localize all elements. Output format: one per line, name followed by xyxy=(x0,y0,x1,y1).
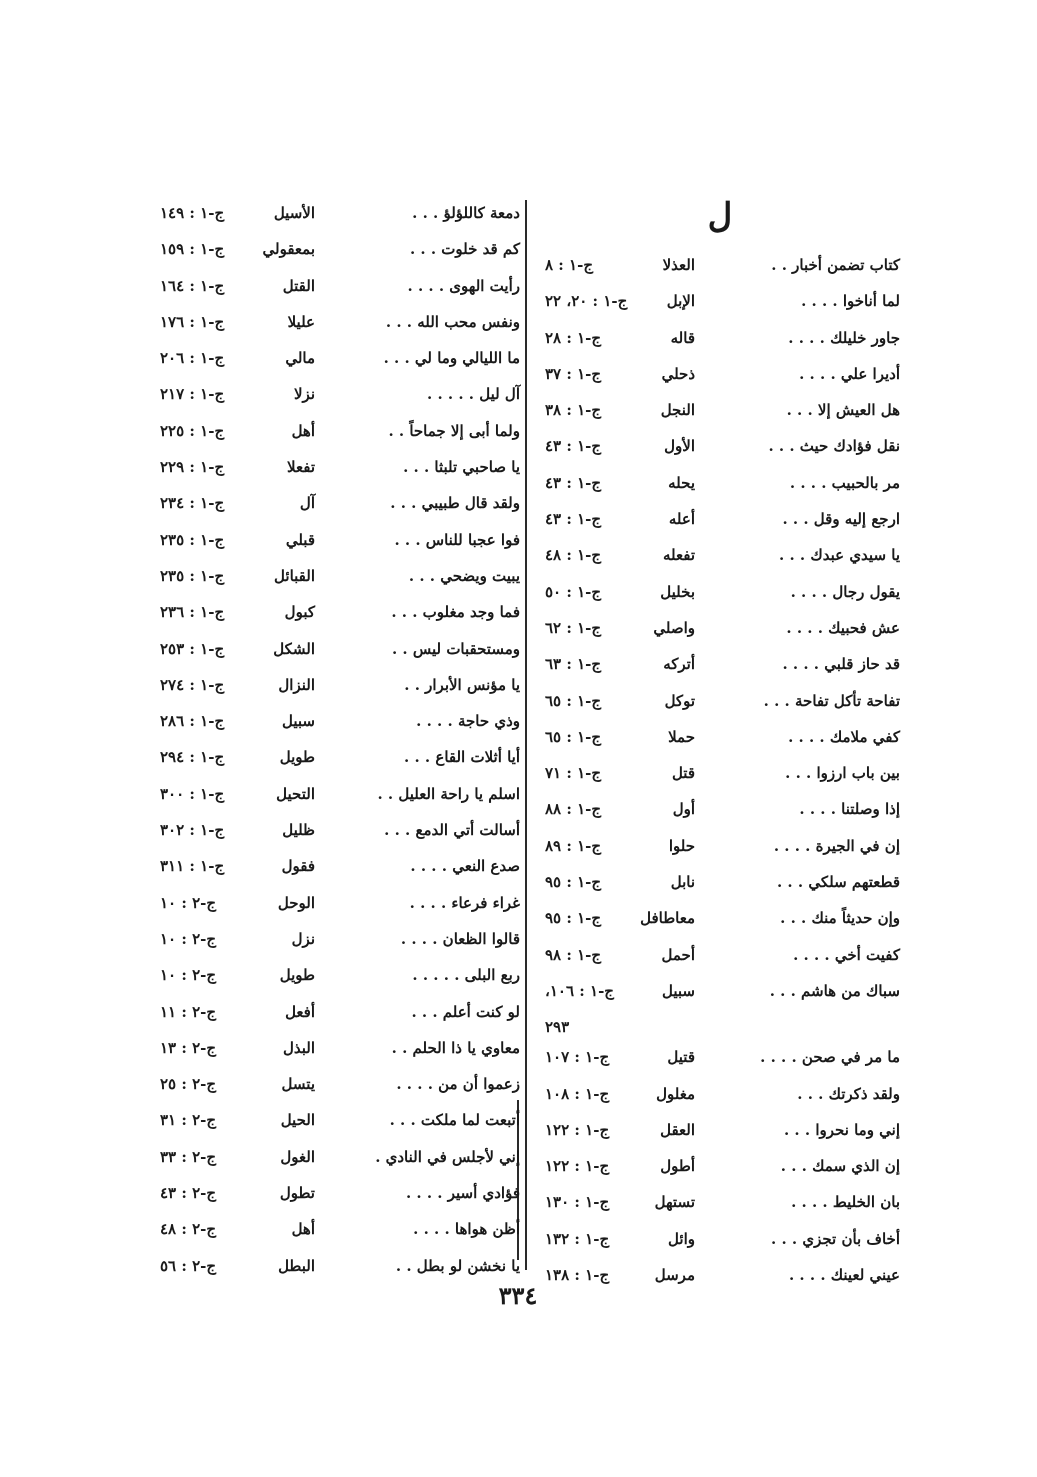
verse-opening: ولقد ذكرتك . . . xyxy=(797,1084,900,1103)
rhyme-word: مالي xyxy=(285,349,315,368)
verse-opening: فما وجد مغلوب . . . xyxy=(391,603,520,622)
index-entry xyxy=(545,429,900,465)
verse-opening: عش فحبيك . . . . xyxy=(786,618,900,637)
index-entry xyxy=(160,958,520,994)
rhyme-word: العذلا xyxy=(662,256,695,274)
rhyme-word: ذحلي xyxy=(661,364,695,383)
verse-opening: يبيت ويضحي . . . xyxy=(408,566,520,585)
verse-opening: يا مؤنس الأبرار . . xyxy=(404,675,520,694)
verse-opening: عيني لعينك . . . . xyxy=(788,1266,900,1285)
index-entry xyxy=(545,466,900,502)
volume-page-reference: ج-٢ : ٤٨ xyxy=(160,1220,217,1239)
index-entry xyxy=(160,232,520,268)
volume-page-reference: ج-٢ : ٣١ xyxy=(160,1111,217,1130)
verse-opening: قالوا الظعان . . . . xyxy=(400,929,520,948)
volume-page-reference: ج-١ : ٦٣ xyxy=(545,655,602,674)
index-entry xyxy=(545,1113,900,1149)
index-entry xyxy=(545,393,900,429)
index-entry xyxy=(545,1040,900,1076)
rhyme-word: قتيل xyxy=(667,1048,695,1067)
index-entry xyxy=(160,1249,520,1285)
index-entry xyxy=(545,1222,900,1258)
index-entry xyxy=(545,974,900,1010)
verse-opening: كفي ملامك . . . . xyxy=(788,727,900,746)
rhyme-word: الشكل xyxy=(273,639,315,658)
rhyme-word: معاطافل xyxy=(640,909,695,928)
rhyme-word: أعله xyxy=(668,510,695,529)
volume-page-reference: ج-١ : ١٢٢ xyxy=(545,1157,610,1176)
rhyme-word: تفعله xyxy=(662,546,695,565)
index-entry xyxy=(160,559,520,595)
volume-page-reference: ج-١ : ٢٣٦ xyxy=(160,603,225,622)
rhyme-word: وائل xyxy=(668,1229,695,1248)
index-entry xyxy=(545,1149,900,1185)
rhyme-word: أحمل xyxy=(661,945,695,964)
volume-page-reference: ج-١ : ٢٣٤ xyxy=(160,494,225,513)
verse-opening: يا نخشن لو بطل . . xyxy=(395,1256,520,1275)
rhyme-word: تفعلا xyxy=(287,458,315,477)
index-entry xyxy=(160,995,520,1031)
volume-page-reference: ٢٩٣ xyxy=(545,1018,570,1037)
index-entry xyxy=(545,248,900,284)
verse-opening: فوا عجبا للناس . . . xyxy=(394,530,520,549)
volume-page-reference: ج-٢ : ١١ xyxy=(160,1002,217,1021)
verse-opening: تفاحة تأكل تفاحة . . . xyxy=(763,691,900,710)
index-entry xyxy=(545,357,900,393)
index-entry xyxy=(545,684,900,720)
index-entry xyxy=(545,1010,900,1040)
verse-opening: إني لأجلس في النادي . xyxy=(375,1147,520,1166)
volume-page-reference: ج-١ : ٢٨ xyxy=(545,328,602,347)
rhyme-word: نزلا xyxy=(293,385,315,404)
index-entry xyxy=(160,269,520,305)
verse-opening: ولقد قال طبيبي . . . xyxy=(390,494,520,513)
index-entry xyxy=(160,777,520,813)
volume-page-reference: ج-٢ : ٤٣ xyxy=(160,1184,217,1203)
rhyme-word: آل xyxy=(299,494,315,513)
volume-page-reference: ج-١ : ٤٨ xyxy=(545,546,602,565)
index-entry xyxy=(160,849,520,885)
rhyme-word: النجل xyxy=(660,401,695,420)
rhyme-word: البطل xyxy=(278,1256,315,1275)
section-letter-heading: ل xyxy=(707,196,733,236)
index-entry xyxy=(160,668,520,704)
index-entry xyxy=(545,938,900,974)
verse-opening: وذي حاجة . . . . xyxy=(416,712,520,731)
rhyme-word: بخليل xyxy=(660,582,695,601)
rhyme-word: النزال xyxy=(278,675,315,694)
volume-page-reference: ج-١ : ٥٠ xyxy=(545,582,602,601)
verse-opening: وإن حديثاً منك . . . xyxy=(780,909,900,928)
rhyme-word: الحيل xyxy=(280,1111,315,1130)
index-entry xyxy=(545,575,900,611)
index-column-left xyxy=(160,196,520,1285)
volume-page-reference: ج-١ : ١٦٤ xyxy=(160,276,225,295)
volume-page-reference: ج-١ : ٢٣٥ xyxy=(160,530,225,549)
volume-page-reference: ج-١ : ٢٣٥ xyxy=(160,566,225,585)
rhyme-word: بمعقولي xyxy=(262,240,315,259)
rhyme-word: يحله xyxy=(668,473,695,492)
verse-opening: إذا وصلتنا . . . . xyxy=(799,800,900,819)
index-entry xyxy=(545,865,900,901)
index-entry xyxy=(545,1185,900,1221)
volume-page-reference: ج-١ : ٣٠٢ xyxy=(160,821,225,840)
volume-page-reference: ج-١ : ١٢٢ xyxy=(545,1120,610,1139)
index-entry xyxy=(160,450,520,486)
rhyme-word: طويل xyxy=(279,966,315,985)
volume-page-reference: ج-١ : ٢١٧ xyxy=(160,385,225,404)
volume-page-reference: ج-١ : ١٧٦ xyxy=(160,312,225,331)
index-entry xyxy=(160,196,520,232)
rhyme-word: فقول xyxy=(281,857,315,876)
volume-page-reference: ج-١ : ٢٧٤ xyxy=(160,675,225,694)
volume-page-reference: ج-٢ : ٣٣ xyxy=(160,1147,217,1166)
index-entry xyxy=(545,538,900,574)
volume-page-reference: ج-١ : ١٣٨ xyxy=(545,1266,610,1285)
index-entry xyxy=(545,1258,900,1294)
verse-opening: بان الخليط . . . . xyxy=(791,1193,900,1212)
rhyme-word: القتل xyxy=(282,276,315,295)
verse-opening: هل العيش إلا . . . xyxy=(786,401,900,420)
volume-page-reference: ج-١ : ١٠٧ xyxy=(545,1048,610,1067)
rhyme-word: مرسل xyxy=(654,1266,695,1285)
verse-opening: نقل فؤادك حيث . . . xyxy=(768,437,900,456)
verse-opening: آل ليل . . . . . xyxy=(427,385,520,404)
index-entry xyxy=(160,1212,520,1248)
index-entry xyxy=(545,901,900,937)
rhyme-word: سبيل xyxy=(662,981,695,1000)
rhyme-word: قتل xyxy=(671,764,695,783)
volume-page-reference: ج-١ : ١٠٦، xyxy=(545,981,614,1000)
volume-page-reference: ج-١ : ٤٣ xyxy=(545,473,602,492)
verse-opening: ونفس محب الله . . . xyxy=(385,312,520,331)
verse-opening: ومستحقبات ليس . . xyxy=(391,639,520,658)
index-entry xyxy=(160,341,520,377)
volume-page-reference: ج-١ : ٣١١ xyxy=(160,857,225,876)
volume-page-reference: ج-١ : ١٠٨ xyxy=(545,1084,610,1103)
verse-opening: أسالت أتي الدمع . . . xyxy=(384,821,520,840)
volume-page-reference: ج-١ : ٢٢٩ xyxy=(160,458,225,477)
rhyme-word: سبيل xyxy=(282,712,315,731)
rhyme-word: نابل xyxy=(670,873,695,892)
index-entry xyxy=(160,632,520,668)
verse-opening: سباك من هاشم . . . xyxy=(769,981,900,1000)
volume-page-reference: ج-١ : ١٣٠ xyxy=(545,1193,610,1212)
verse-opening: يا صاحبي تلبثا . . . xyxy=(403,458,520,477)
verse-opening: صدع النعي . . . . xyxy=(410,857,520,876)
verse-opening: إني وما نحروا . . . xyxy=(783,1120,900,1139)
verse-opening: ربع البلى . . . . . xyxy=(412,966,520,985)
page-number: ٣٣٤ xyxy=(498,1281,538,1310)
rhyme-word: الأول xyxy=(664,437,695,456)
rhyme-word: أتركه xyxy=(663,655,695,674)
rhyme-word: الأسيل xyxy=(273,204,315,222)
verse-opening: كتاب تضمن أخبار . . xyxy=(771,256,900,274)
rhyme-word: أهل xyxy=(291,421,315,440)
verse-opening: لما أناخوا . . . . xyxy=(801,292,900,311)
index-entry xyxy=(160,414,520,450)
index-entry xyxy=(545,1077,900,1113)
rhyme-word: نزل xyxy=(291,929,315,948)
volume-page-reference: ج-١ : ٩٨ xyxy=(545,945,602,964)
volume-page-reference: ج-١ : ٣٠٠ xyxy=(160,784,225,803)
volume-page-reference: ج-١ : ٢٨٦ xyxy=(160,712,225,731)
rhyme-word: طويل xyxy=(279,748,315,767)
rhyme-word: أفعل xyxy=(285,1002,315,1021)
verse-opening: مر بالحبيب . . . . xyxy=(789,473,900,492)
verse-opening: أتبعت لما ملكت . . . xyxy=(389,1111,520,1130)
rhyme-word: أطول xyxy=(660,1157,695,1176)
volume-page-reference: ج-١ : ٦٥ xyxy=(545,727,602,746)
verse-opening: إن الذي سمك . . . xyxy=(780,1157,900,1176)
volume-page-reference: ج-١ : ١٤٩ xyxy=(160,204,225,222)
rhyme-word: تستهل xyxy=(654,1193,695,1212)
rhyme-word: ظليل xyxy=(282,821,315,840)
rhyme-word: مغلول xyxy=(656,1084,695,1103)
rhyme-word: كبول xyxy=(284,603,315,622)
verse-opening: اسلم يا راحة العليل . . xyxy=(377,784,520,803)
volume-page-reference: ج-١ : ١٣٢ xyxy=(545,1229,610,1248)
index-entry xyxy=(160,922,520,958)
index-entry xyxy=(545,829,900,865)
volume-page-reference: ج-١ : ٣٨ xyxy=(545,401,602,420)
volume-page-reference: ج-١ : ٦٥ xyxy=(545,691,602,710)
rhyme-word: حلوا xyxy=(668,836,695,855)
verse-opening: غراء فرعاء . . . . xyxy=(409,893,520,912)
rhyme-word: أول xyxy=(672,800,695,819)
rhyme-word: التحيل xyxy=(276,784,315,803)
index-entry xyxy=(545,502,900,538)
index-column-right xyxy=(545,248,900,1294)
verse-opening: فؤادي أسير . . . . xyxy=(405,1184,520,1203)
index-entry xyxy=(160,1140,520,1176)
index-entry xyxy=(160,704,520,740)
index-entry xyxy=(545,321,900,357)
verse-opening: يقول رجال . . . . xyxy=(790,582,900,601)
column-divider xyxy=(525,200,527,1270)
rhyme-word: توكل xyxy=(664,691,695,710)
volume-page-reference: ج-١ : ٢٠٦ xyxy=(160,349,225,368)
index-entry xyxy=(545,611,900,647)
verse-opening: أظن هواها . . . . xyxy=(413,1220,520,1239)
verse-opening: رأيت الهوى . . . . xyxy=(407,276,520,295)
volume-page-reference: ج-١ : ٢٢٥ xyxy=(160,421,225,440)
index-entry xyxy=(160,486,520,522)
index-entry xyxy=(160,1176,520,1212)
volume-page-reference: ج-١ : ٨٨ xyxy=(545,800,602,819)
volume-page-reference: ج-٢ : ١٠ xyxy=(160,893,217,912)
index-entry xyxy=(160,595,520,631)
verse-opening: أخاف بأن تجزي . . . xyxy=(771,1229,900,1248)
volume-page-reference: ج-١ : ٢٩٤ xyxy=(160,748,225,767)
index-entry xyxy=(160,740,520,776)
volume-page-reference: ج-١ : ٤٣ xyxy=(545,437,602,456)
volume-page-reference: ج-١ : ٨ xyxy=(545,256,594,274)
rhyme-word: قاله xyxy=(670,328,695,347)
volume-page-reference: ج-١ : ٢٠، ٢٢ xyxy=(545,292,628,311)
verse-opening: أديرا علي . . . . xyxy=(799,364,900,383)
index-entry xyxy=(545,647,900,683)
index-entry xyxy=(160,523,520,559)
index-entry xyxy=(160,1067,520,1103)
index-entry xyxy=(160,813,520,849)
rhyme-word: الإبل xyxy=(666,292,695,311)
index-entry xyxy=(160,1031,520,1067)
rhyme-word: واصلي xyxy=(653,618,695,637)
rhyme-word: عليلا xyxy=(287,312,315,331)
rhyme-word: العقل xyxy=(660,1120,695,1139)
index-entry xyxy=(160,305,520,341)
volume-page-reference: ج-١ : ٧١ xyxy=(545,764,602,783)
verse-opening: قطعتهم سلكي . . . xyxy=(776,873,900,892)
volume-page-reference: ج-٢ : ١٠ xyxy=(160,966,217,985)
verse-opening: دمعة كاللؤلؤ . . . xyxy=(412,204,520,222)
rhyme-word: البذل xyxy=(282,1038,315,1057)
volume-page-reference: ج-١ : ٢٥٣ xyxy=(160,639,225,658)
verse-opening: إن في الجيرة . . . . xyxy=(773,836,900,855)
volume-page-reference: ج-١ : ٤٣ xyxy=(545,510,602,529)
verse-opening: جاور خليلك . . . . xyxy=(788,328,900,347)
index-entry xyxy=(545,756,900,792)
verse-opening: بين باب ارزوا . . . xyxy=(785,764,900,783)
rhyme-word: تطول xyxy=(279,1184,315,1203)
rhyme-word: الغول xyxy=(280,1147,315,1166)
index-entry xyxy=(545,284,900,320)
volume-page-reference: ج-٢ : ٢٥ xyxy=(160,1075,217,1094)
index-entry xyxy=(160,377,520,413)
verse-opening: أيا أثلات القاع . . . xyxy=(404,748,520,767)
rhyme-word: أهل xyxy=(291,1220,315,1239)
verse-opening: لو كنت أعلم . . . xyxy=(411,1002,520,1021)
index-entry xyxy=(545,792,900,828)
verse-opening: زعموا أن من . . . . xyxy=(396,1075,520,1094)
verse-opening: معاوي يا ذا الحلم . . xyxy=(391,1038,520,1057)
rhyme-word: الوحل xyxy=(277,893,315,912)
verse-opening: ما مر في صحن . . . . xyxy=(760,1048,900,1067)
rhyme-word: حملا xyxy=(668,727,695,746)
index-entry xyxy=(545,720,900,756)
volume-page-reference: ج-١ : ٩٥ xyxy=(545,909,602,928)
index-entry xyxy=(160,886,520,922)
volume-page-reference: ج-٢ : ٥٦ xyxy=(160,1256,217,1275)
volume-page-reference: ج-٢ : ١٠ xyxy=(160,929,217,948)
volume-page-reference: ج-١ : ٨٩ xyxy=(545,836,602,855)
volume-page-reference: ج-١ : ١٥٩ xyxy=(160,240,225,259)
verse-opening: ما الليالي وما لي . . . xyxy=(383,349,520,368)
rhyme-word: قبلي xyxy=(285,530,315,549)
volume-page-reference: ج-١ : ٣٧ xyxy=(545,364,602,383)
verse-opening: كفيت أخي . . . . xyxy=(793,945,900,964)
volume-page-reference: ج-٢ : ١٣ xyxy=(160,1038,217,1057)
verse-opening: يا سيدي عبدك . . . xyxy=(779,546,900,565)
verse-opening: كم قد خلوت . . . xyxy=(409,240,520,259)
verse-opening: قد حاز قلبي . . . . xyxy=(782,655,900,674)
index-entry xyxy=(160,1103,520,1139)
rhyme-word: القبائل xyxy=(274,566,315,585)
verse-opening: ولما أبى إلا جماحاً . . xyxy=(388,421,520,440)
volume-page-reference: ج-١ : ٩٥ xyxy=(545,873,602,892)
volume-page-reference: ج-١ : ٦٢ xyxy=(545,618,602,637)
verse-opening: ارجع إليه وقل . . . xyxy=(782,510,900,529)
rhyme-word: يتسل xyxy=(281,1075,315,1094)
